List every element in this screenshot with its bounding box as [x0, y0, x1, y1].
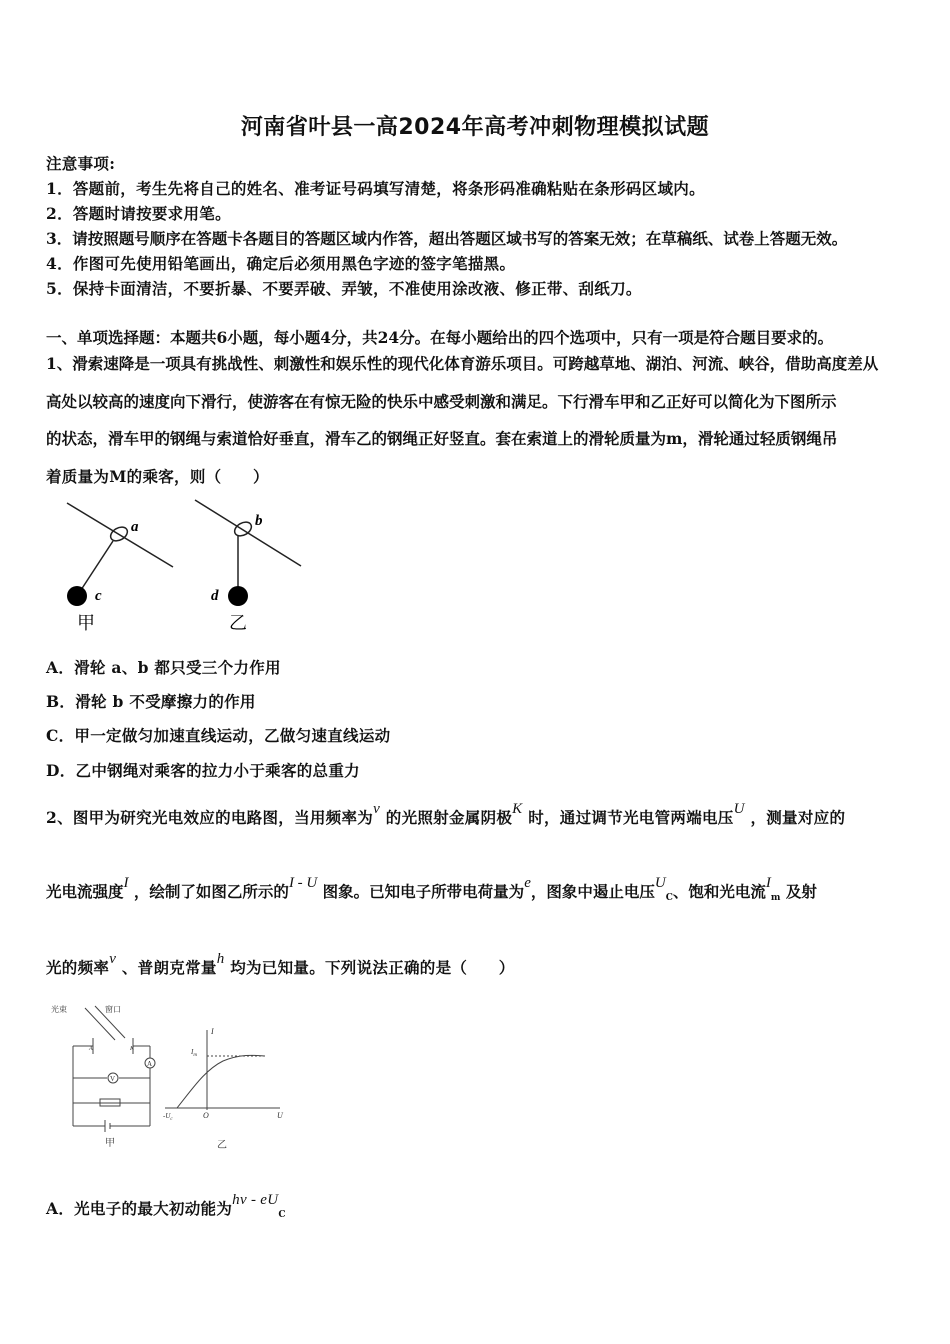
- q2-text: 、饱和光电流: [672, 882, 766, 901]
- caption-jia: 甲: [105, 1138, 115, 1149]
- ammeter-icon: A: [147, 1060, 153, 1068]
- q2-text-line: [46, 951, 515, 978]
- iu-graph: [165, 1030, 280, 1110]
- notice-item: 3．请按照题号顺序在答题卡各题目的答题区域内作答，超出答题区域书写的答案无效；在草稿纸、试卷上答题无效。: [46, 229, 848, 248]
- caption-yi: 乙: [217, 1140, 227, 1151]
- q2-text-line: [46, 801, 846, 828]
- section-heading: 一、单项选择题：本题共6小题，每小题4分，共24分。在每小题给出的四个选项中，只有一项是符合题目要求的。: [46, 328, 834, 347]
- q1-option: D．乙中钢绳对乘客的拉力小于乘客的总重力: [46, 761, 360, 780]
- q1-option: B．滑轮 b 不受摩擦力的作用: [46, 692, 256, 711]
- q2-text: 、普朗克常量: [121, 958, 217, 977]
- q2-text: 光的频率: [46, 958, 110, 977]
- math-I: I: [123, 875, 129, 891]
- math-Im: I: [765, 875, 771, 891]
- cable-left: [67, 503, 173, 567]
- math-expression: hν - eU: [232, 1192, 279, 1208]
- math-nu: ν: [109, 951, 117, 967]
- q2-text: 图象。已知电子所带电荷量为: [322, 882, 525, 901]
- q2-option: [46, 1192, 286, 1220]
- q2-text: ，图象中遏止电压: [530, 882, 655, 901]
- math-I-U: I - U: [288, 875, 318, 891]
- q1-text-line: 1、滑索速降是一项具有挑战性、刺激性和娱乐性的现代化体育游乐项目。可跨越草地、湖泊、河流、峡谷，借助高度差从: [46, 354, 879, 373]
- math-sub: C: [665, 893, 673, 903]
- caption-jia: 甲: [77, 613, 95, 633]
- axis-u-label: U: [277, 1111, 283, 1120]
- q1-option: C．甲一定做匀加速直线运动，乙做匀速直线运动: [46, 726, 391, 745]
- pulley-b: [232, 519, 254, 538]
- math-U: U: [733, 801, 745, 817]
- circuit-diagram: [73, 1006, 155, 1132]
- notice-item: 2．答题时请按要求用笔。: [46, 204, 231, 223]
- page-title: 河南省叶县一高2024年高考冲刺物理模拟试题: [240, 115, 710, 140]
- notice-item: 5．保持卡面清洁，不要折暴、不要弄破、弄皱，不准使用涂改液、修正带、刮纸刀。: [46, 279, 642, 298]
- voltmeter-icon: V: [110, 1075, 116, 1083]
- q1-text-line: 着质量为M的乘客，则（ ）: [46, 467, 269, 486]
- label-c: c: [95, 588, 102, 604]
- label-anode: A: [89, 1046, 93, 1052]
- q1-figure: [55, 495, 315, 640]
- q2-text: 及射: [785, 882, 817, 901]
- label-d: d: [211, 588, 219, 604]
- math-Uc: U: [654, 875, 666, 891]
- q2-text: 时，通过调节光电管两端电压: [528, 808, 734, 827]
- label-a: a: [131, 519, 139, 535]
- math-nu: ν: [373, 801, 381, 817]
- notice-item: 4．作图可先使用铅笔画出，确定后必须用黑色字迹的签字笔描黑。: [46, 254, 516, 273]
- q2-option-text: A．光电子的最大初动能为: [46, 1199, 233, 1218]
- q2-figure: [45, 998, 295, 1158]
- q1-option: A．滑轮 a、b 都只受三个力作用: [46, 658, 281, 677]
- math-h: h: [216, 951, 225, 967]
- label-window: 窗口: [105, 1005, 121, 1014]
- q2-text: 均为已知量。下列说法正确的是（ ）: [230, 958, 515, 977]
- q2-text-line: [46, 875, 817, 903]
- math-sub: m: [770, 893, 781, 903]
- notice-heading: 注意事项:: [46, 154, 116, 173]
- label-b: b: [255, 513, 263, 529]
- passenger-c: [67, 586, 87, 606]
- math-sub: C: [278, 1210, 286, 1220]
- q2-text: ，绘制了如图乙所示的: [133, 882, 289, 901]
- caption-yi: 乙: [229, 613, 247, 633]
- q1-text-line: 的状态，滑车甲的钢绳与索道恰好垂直，滑车乙的钢绳正好竖直。套在索道上的滑轮质量为m，滑轮通过轻质钢绳吊: [46, 429, 838, 448]
- label-uc: $-U_c$: [163, 1112, 173, 1122]
- notice-item: 1．答题前，考生先将自己的姓名、准考证号码填写清楚，将条形码准确粘贴在条形码区域内。: [46, 179, 705, 198]
- q2-text: 光电流强度: [46, 882, 124, 901]
- q2-text: 2、图甲为研究光电效应的电路图，当用频率为: [46, 808, 374, 827]
- q1-text-line: 高处以较高的速度向下滑行，使游客在有惊无险的快乐中感受刺激和满足。下行滑车甲和乙正好可以简化为下图所示: [46, 392, 837, 411]
- axis-i-label: I: [211, 1027, 214, 1036]
- math-e: e: [524, 875, 531, 891]
- label-im: $I_m$: [191, 1048, 197, 1058]
- math-K: K: [512, 801, 523, 817]
- rope-left: [79, 541, 113, 593]
- q2-text: ，测量对应的: [750, 808, 846, 827]
- label-light-beam: 光束: [51, 1005, 67, 1014]
- passenger-d: [228, 586, 248, 606]
- label-origin: O: [203, 1111, 209, 1120]
- q2-text: 的光照射金属阴极: [385, 808, 513, 827]
- iu-curve: [177, 1055, 265, 1108]
- label-cathode: K: [130, 1046, 135, 1052]
